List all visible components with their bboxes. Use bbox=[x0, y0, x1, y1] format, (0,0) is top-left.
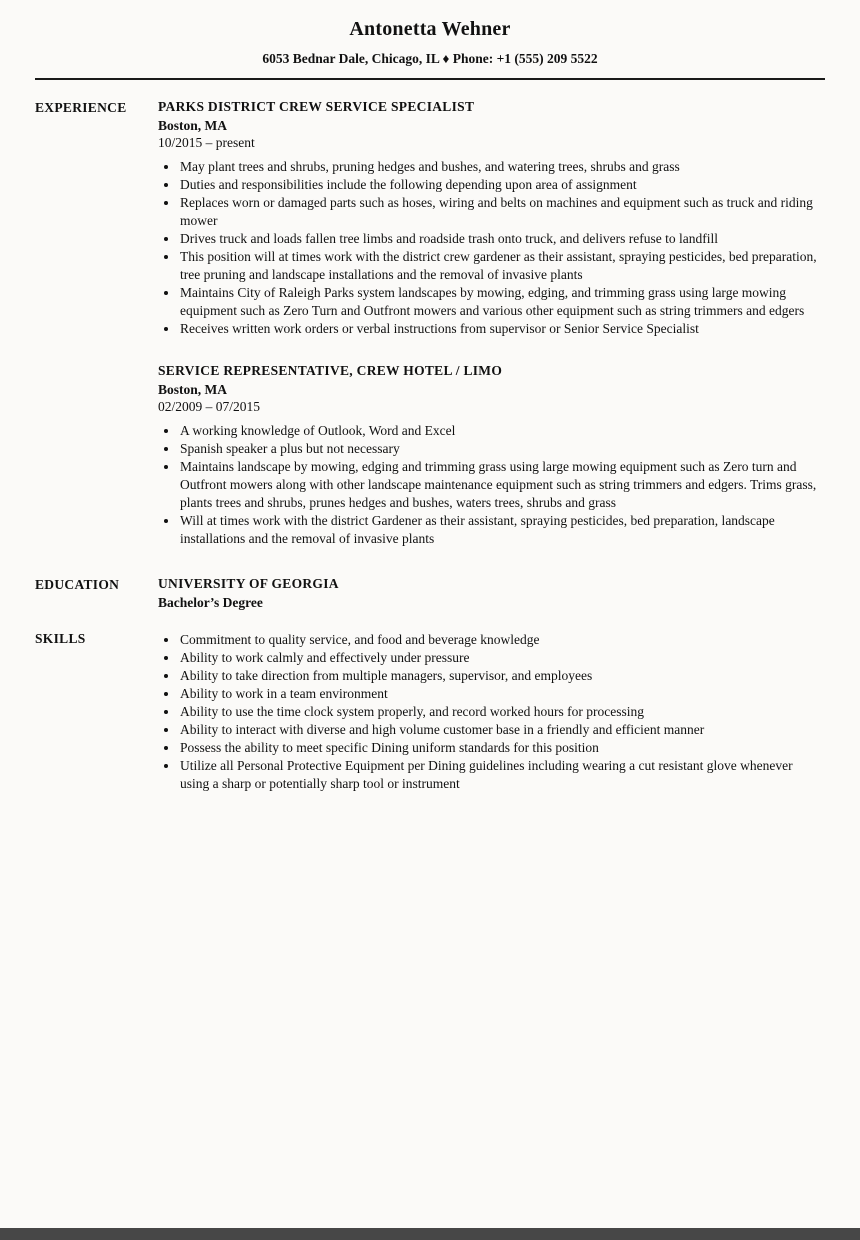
list-item: • Ability to take direction from multiple managers, supervisor, and employees bbox=[179, 667, 825, 685]
list-item: • Drives truck and loads fallen tree limbs and roadside trash onto truck, and delivers refuse to landfill bbox=[179, 230, 825, 248]
job-entry-1 bbox=[158, 99, 825, 338]
job-bullet-list bbox=[158, 158, 825, 338]
job-title: PARKS DISTRICT CREW SERVICE SPECIALIST bbox=[158, 99, 475, 114]
page-bottom-bar bbox=[0, 1228, 860, 1240]
job-entry-2 bbox=[158, 363, 825, 548]
skills-body bbox=[158, 630, 825, 793]
education-body bbox=[158, 576, 825, 611]
list-item: • A working knowledge of Outlook, Word and Excel bbox=[179, 422, 825, 440]
section-experience bbox=[35, 99, 825, 548]
experience-body bbox=[158, 99, 825, 548]
list-item: • Replaces worn or damaged parts such as hoses, wiring and belts on machines and equipment such as truck and riding mower bbox=[179, 194, 825, 230]
list-item: • Ability to interact with diverse and high volume customer base in a friendly and efficient manner bbox=[179, 721, 825, 739]
section-skills bbox=[35, 630, 825, 793]
list-item: • Receives written work orders or verbal instructions from supervisor or Senior Service Specialist bbox=[179, 320, 825, 338]
resume-name: Antonetta Wehner bbox=[349, 18, 511, 40]
list-item: • Maintains landscape by mowing, edging and trimming grass using large mowing equipment such as Zero turn and Outfront mowers along with other landscape maintenance equipment such as string trimmers and edgers. Trims grass, plants trees and shrubs, prunes hedges and bushes, waters trees, shrubs and grass bbox=[179, 458, 825, 512]
skills-bullet-list bbox=[158, 631, 825, 793]
section-label-skills: SKILLS bbox=[35, 631, 86, 646]
job-location: Boston, MA bbox=[158, 382, 228, 397]
list-item: • Duties and responsibilities include the following depending upon area of assignment bbox=[179, 176, 825, 194]
list-item: • Ability to use the time clock system properly, and record worked hours for processing bbox=[179, 703, 825, 721]
job-bullet-list bbox=[158, 422, 825, 548]
list-item: • This position will at times work with the district crew gardener as their assistant, spraying pesticides, bed preparation, tree pruning and landscape installations and the removal of invasive plants bbox=[179, 248, 825, 284]
list-item: • Commitment to quality service, and food and beverage knowledge bbox=[179, 631, 825, 649]
degree: Bachelor’s Degree bbox=[158, 595, 263, 610]
section-education bbox=[35, 576, 825, 611]
list-item: • Will at times work with the district Gardener as their assistant, spraying pesticides, bed preparation, landscape installations and the removal of invasive plants bbox=[179, 512, 825, 548]
list-item: • May plant trees and shrubs, pruning hedges and bushes, and watering trees, shrubs and grass bbox=[179, 158, 825, 176]
list-item: • Spanish speaker a plus but not necessary bbox=[179, 440, 825, 458]
job-title: SERVICE REPRESENTATIVE, CREW HOTEL / LIMO bbox=[158, 363, 503, 378]
section-label-experience: EXPERIENCE bbox=[35, 100, 127, 115]
list-item: • Ability to work in a team environment bbox=[179, 685, 825, 703]
job-dates: 02/2009 – 07/2015 bbox=[158, 399, 261, 414]
job-dates: 10/2015 – present bbox=[158, 135, 255, 150]
contact-line: 6053 Bednar Dale, Chicago, IL ♦ Phone: +1 (555) 209 5522 bbox=[262, 51, 598, 66]
header-divider bbox=[35, 78, 825, 80]
school-name: UNIVERSITY OF GEORGIA bbox=[158, 576, 339, 591]
list-item: • Possess the ability to meet specific Dining uniform standards for this position bbox=[179, 739, 825, 757]
list-item: • Ability to work calmly and effectively under pressure bbox=[179, 649, 825, 667]
list-item: • Maintains City of Raleigh Parks system landscapes by mowing, edging, and trimming grass using large mowing equipment such as Zero Turn and Outfront mowers and various other equipment such as string trimmers and edgers bbox=[179, 284, 825, 320]
section-label-education: EDUCATION bbox=[35, 577, 120, 592]
list-item: • Utilize all Personal Protective Equipment per Dining guidelines including wearing a cut resistant glove whenever using a sharp or potentially sharp tool or instrument bbox=[179, 757, 825, 793]
job-location: Boston, MA bbox=[158, 118, 228, 133]
